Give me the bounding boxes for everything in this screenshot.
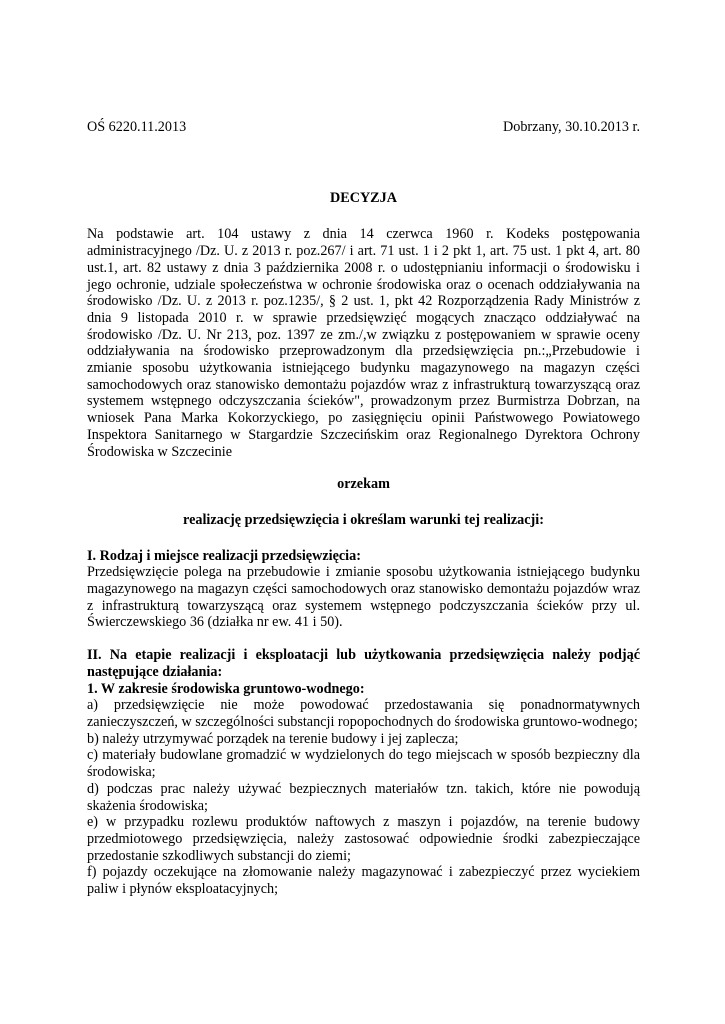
legal-basis-paragraph: Na podstawie art. 104 ustawy z dnia 14 czerwca 1960 r. Kodeks postępowania administracyjnego /Dz. U. z 2013 r. poz.267/ i art. 71 ust. 1 i 2 pkt 1, art. 75 ust. 1 pkt 4, art. 80 ust.1, art. 82 ustawy z dnia 3 października 2008 r. o udostępnianiu informacji o środowisku i jego ochronie, udziale społeczeństwa w ochronie środowiska oraz o ocenach oddziaływania na środowisko /Dz. U. z 2013 r. poz.1235/, § 2 ust. 1, pkt 42 Rozporządzenia Rady Ministrów z dnia 9 listopada 2010 r. w sprawie przedsięwzięć mogących znacząco oddziaływać na środowisko /Dz. U. Nr 213, poz. 1397 ze zm./,w związku z postępowaniem w sprawie oceny oddziaływania na środowisko przeprowadzonym dla przedsięwzięcia pn.:„Przebudowie i zmianie sposobu użytkowania istniejącego budynku magazynowego na magazyn części samochodowych oraz stanowisko demontażu pojazdów wraz z infrastrukturą towarzyszącą oraz systemem wstępnego odczyszczania ścieków", prowadzonym przez Burmistrza Dobrzan, na wniosek Pana Marka Kokorzyckiego, po zasięgnięciu opinii Państwowego Powiatowego Inspektora Sanitarnego w Stargardzie Szczecińskim oraz Regionalnego Dyrektora Ochrony Środowiska w Szczecinie xyxy=(87,226,640,460)
document-title: DECYZJA xyxy=(329,189,397,206)
condition-item: e) w przypadku rozlewu produktów naftowych z maszyn i pojazdów, na terenie budowy przedmiotowego przedsięwzięcia, należy zastosować odpowiednie środki zabezpieczające przedostanie szkodliwych substancji do ziemi; xyxy=(87,814,640,864)
decision-word: orzekam xyxy=(337,476,390,493)
condition-item: f) pojazdy oczekujące na złomowanie należy magazynować i zabezpieczyć przez wyciekiem paliw i płynów eksploatacyjnych; xyxy=(87,864,640,898)
section-2-subheading: 1. W zakresie środowiska gruntowo-wodnego: xyxy=(87,680,365,697)
section-2-heading: II. Na etapie realizacji i eksploatacji lub użytkowania przedsięwzięcia należy podjąć następujące działania: xyxy=(87,647,640,680)
condition-list xyxy=(87,697,640,897)
condition-item: a) przedsięwzięcie nie może powodować przedostawania się ponadnormatywnych zanieczyszczeń, w szczególności substancji ropopochodnych do środowiska gruntowo-wodnego; xyxy=(87,697,640,730)
decision-line: realizację przedsięwzięcia i określam warunki tej realizacji: xyxy=(183,511,544,528)
condition-item: b) należy utrzymywać porządek na terenie budowy i jej zaplecza; xyxy=(87,730,459,747)
section-1-text: Przedsięwzięcie polega na przebudowie i zmianie sposobu użytkowania istniejącego budynku magazynowego na magazyn części samochodowych oraz stanowisko demontażu pojazdów wraz z infrastrukturą towarzyszącą oraz systemem wstępnego podczyszczania ścieków przy ul. Świerczewskiego 36 (działka nr ew. 41 i 50). xyxy=(87,564,640,631)
condition-item: c) materiały budowlane gromadzić w wydzielonych do tego miejscach w sposób bezpieczny dla środowiska; xyxy=(87,747,640,781)
reference-number: OŚ 6220.11.2013 xyxy=(87,119,187,135)
section-1-heading: I. Rodzaj i miejsce realizacji przedsięwzięcia: xyxy=(87,547,361,564)
condition-item: d) podczas prac należy używać bezpiecznych materiałów tzn. takich, które nie powodują skażenia środowiska; xyxy=(87,780,640,814)
document-header xyxy=(87,119,640,136)
document-page xyxy=(87,119,640,898)
place-and-date: Dobrzany, 30.10.2013 r. xyxy=(503,119,640,135)
